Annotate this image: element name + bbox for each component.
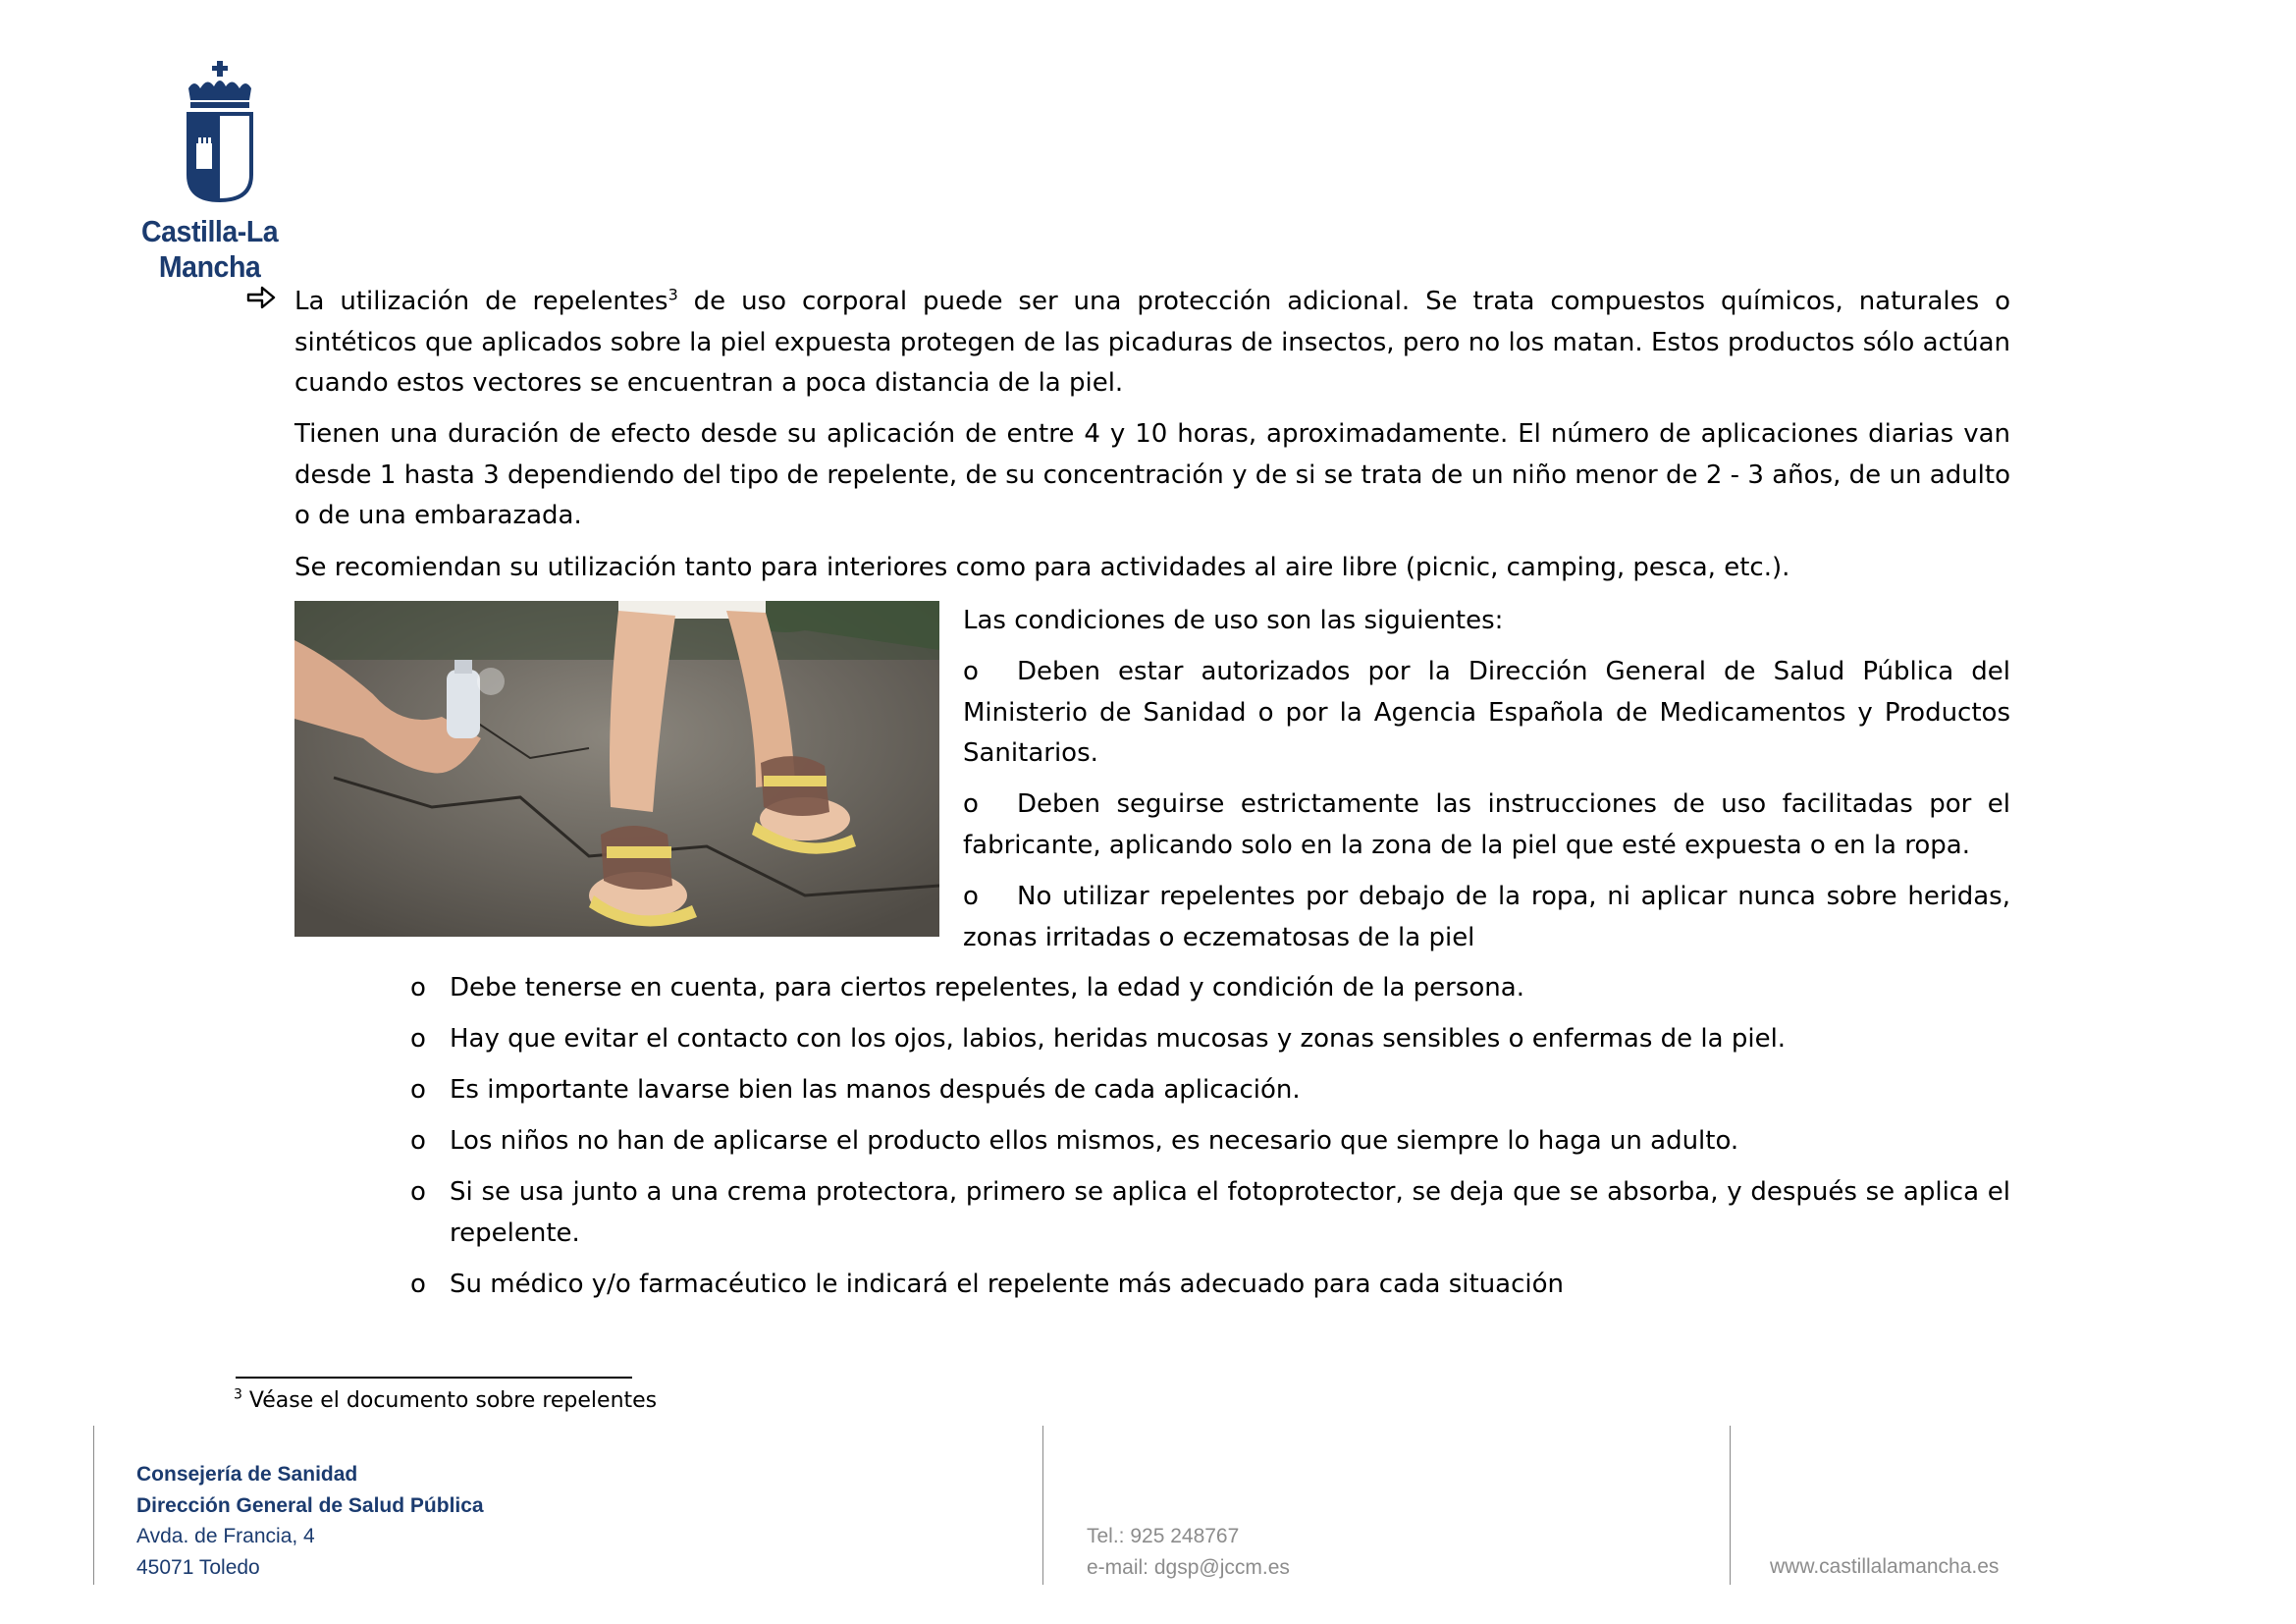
footer-email[interactable]: e-mail: dgsp@jccm.es xyxy=(1087,1555,1290,1579)
footer-org-1: Consejería de Sanidad xyxy=(136,1463,358,1486)
crown-shield-icon xyxy=(181,59,259,206)
footer-contact-block xyxy=(1087,1521,1290,1583)
footer-phone: Tel.: 925 248767 xyxy=(1087,1525,1240,1547)
child-sandals-repellent-photo xyxy=(294,601,939,937)
footer-address-block xyxy=(136,1459,484,1583)
conditions-heading: Las condiciones de uso son las siguientes: xyxy=(963,606,1504,635)
footnote: $^3$ Véase el documento sobre repelentes xyxy=(234,1386,658,1413)
footer-divider xyxy=(1042,1426,1043,1585)
intro-paragraph-1: La utilización de repelentes$^3$ de uso corporal puede ser una protección adicional. Se trata compuestos químicos, naturales o sintéticos que aplicados sobre la piel expuesta protegen de las picaduras de insectos, pero no los matan. Estos productos sólo actúan cuando estos vectores se encuentran a poca distancia de la piel. xyxy=(294,285,2010,398)
bullet-o: o xyxy=(963,882,979,911)
intro-paragraph-3: Se recomiendan su utilización tanto para interiores como para actividades al aire libre (picnic, camping, pesca, etc.). xyxy=(294,553,1790,582)
footer-website-link[interactable]: www.castillalamancha.es xyxy=(1770,1555,2000,1578)
arrow-right-icon xyxy=(245,283,277,312)
condition-item-3: o No utilizar repelentes por debajo de la ropa, ni aplicar nunca sobre heridas, zonas irritadas o eczematosas de la piel xyxy=(963,877,2010,958)
condition-item-2: o Deben seguirse estrictamente las instrucciones de uso facilitadas por el fabricante, aplicando solo en la zona de la piel que esté expuesta o en la ropa. xyxy=(963,785,2010,866)
castilla-la-mancha-logo xyxy=(92,59,347,284)
footer-address-2: 45071 Toledo xyxy=(136,1555,260,1579)
footer-org-2: Dirección General de Salud Pública xyxy=(136,1493,484,1517)
logo-text: Castilla-La Mancha xyxy=(141,214,279,284)
footer-divider xyxy=(93,1426,94,1585)
footer-divider xyxy=(1730,1426,1731,1585)
condition-item-1: o Deben estar autorizados por la Dirección General de Salud Pública del Ministerio de Sanidad o por la Agencia Española de Medicamentos y Productos Sanitarios. xyxy=(963,652,2010,775)
bullet-o: o xyxy=(963,789,979,819)
footer-address-1: Avda. de Francia, 4 xyxy=(136,1525,315,1547)
footnote-ref[interactable]: 3 xyxy=(667,285,678,304)
bullet-o: o xyxy=(963,657,979,686)
footnote-separator xyxy=(236,1377,632,1379)
intro-paragraph-2: Tienen una duración de efecto desde su aplicación de entre 4 y 10 horas, aproximadamente. El número de aplicaciones diarias van desde 1 hasta 3 dependiendo del tipo de repelente, de su concentración y de si se trata de un niño menor de 2 - 3 años, de un adulto o de una embarazada. xyxy=(294,419,2010,530)
